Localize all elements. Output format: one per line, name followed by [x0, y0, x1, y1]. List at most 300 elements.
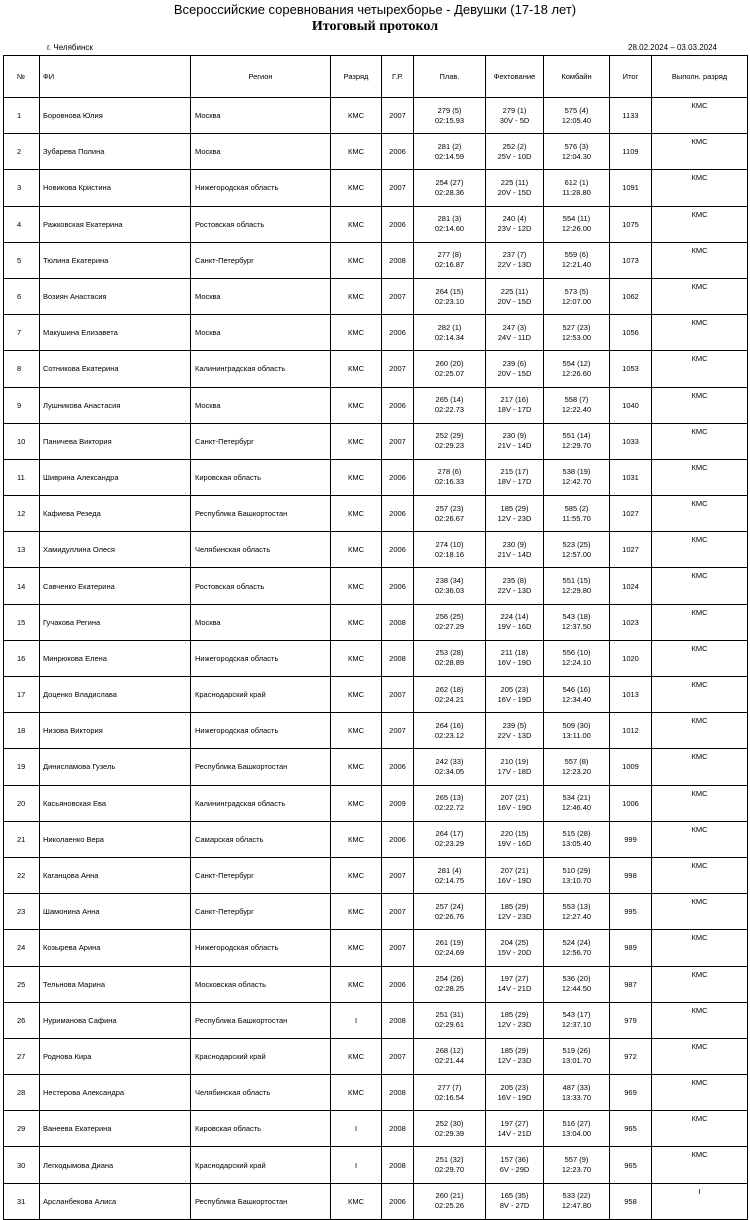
cell-combo-detail: 12:26.60 — [561, 368, 592, 378]
cell-fence-detail: 20V - 15D — [497, 296, 532, 306]
cell-region: Самарская область — [191, 821, 331, 857]
cell-combo-points: 551 (14) — [562, 431, 591, 441]
cell-num: 19 — [4, 749, 40, 785]
cell-combo-points: 516 (27) — [562, 1118, 591, 1128]
cell-done: КМС — [652, 423, 748, 459]
cell-fence-points: 247 (3) — [502, 322, 527, 332]
cell-swim-detail: 02:26.76 — [434, 911, 465, 921]
cell-name: Динисламова Гузель — [40, 749, 191, 785]
cell-swim — [414, 315, 486, 351]
cell-done: КМС — [652, 278, 748, 314]
cell-rank: КМС — [331, 930, 382, 966]
cell-fence-points: 220 (15) — [500, 829, 529, 839]
cell-rank: КМС — [331, 459, 382, 495]
document-subtitle: Итоговый протокол — [311, 19, 439, 34]
table-row — [4, 206, 748, 242]
cell-fence-detail: 30V - 5D — [499, 115, 530, 125]
cell-swim — [414, 1075, 486, 1111]
cell-combo-points: 527 (23) — [562, 322, 591, 332]
col-header-done: Выполн. разряд — [652, 56, 748, 98]
col-header-num: № — [4, 56, 40, 98]
table-row — [4, 821, 748, 857]
cell-fence-detail: 6V - 29D — [499, 1165, 530, 1175]
cell-name: Нестерова Александра — [40, 1075, 191, 1111]
cell-swim — [414, 459, 486, 495]
cell-swim-detail: 02:14.34 — [434, 332, 465, 342]
cell-total: 972 — [610, 1038, 652, 1074]
cell-swim — [414, 423, 486, 459]
cell-year: 2006 — [382, 821, 414, 857]
cell-fence-points: 197 (27) — [500, 1118, 529, 1128]
cell-num: 3 — [4, 170, 40, 206]
cell-fence-detail: 16V - 19D — [497, 803, 532, 813]
cell-swim — [414, 640, 486, 676]
cell-combo — [544, 170, 610, 206]
col-header-swim: Плав. — [414, 56, 486, 98]
cell-combo — [544, 640, 610, 676]
cell-num: 6 — [4, 278, 40, 314]
cell-swim-detail: 02:29.70 — [434, 1165, 465, 1175]
cell-swim-points: 252 (29) — [435, 431, 464, 441]
cell-fence-points: 252 (2) — [502, 141, 527, 151]
cell-combo-points: 536 (20) — [562, 974, 591, 984]
table-row — [4, 640, 748, 676]
cell-fence-detail: 25V - 10D — [497, 151, 532, 161]
cell-num: 29 — [4, 1111, 40, 1147]
cell-year: 2006 — [382, 496, 414, 532]
cell-combo-points: 554 (12) — [562, 358, 591, 368]
cell-num: 7 — [4, 315, 40, 351]
cell-fence-points: 224 (14) — [500, 612, 529, 622]
cell-total: 1027 — [610, 532, 652, 568]
cell-region: Кировская область — [191, 1111, 331, 1147]
cell-total: 1023 — [610, 604, 652, 640]
cell-swim — [414, 821, 486, 857]
cell-fence-points: 165 (35) — [500, 1191, 529, 1201]
table-row — [4, 134, 748, 170]
city-label: г. Челябинск — [47, 43, 93, 52]
cell-combo-detail: 13:05.40 — [561, 839, 592, 849]
cell-swim-points: 264 (16) — [435, 720, 464, 730]
cell-combo-points: 558 (7) — [564, 395, 589, 405]
cell-name: Макушина Елизавета — [40, 315, 191, 351]
cell-swim-points: 254 (27) — [435, 177, 464, 187]
cell-name: Низова Виктория — [40, 713, 191, 749]
cell-fence — [486, 677, 544, 713]
cell-done: КМС — [652, 1038, 748, 1074]
cell-combo-points: 551 (15) — [562, 576, 591, 586]
cell-swim — [414, 532, 486, 568]
cell-combo-detail: 12:22.40 — [561, 405, 592, 415]
cell-combo-points: 543 (17) — [562, 1010, 591, 1020]
table-row — [4, 857, 748, 893]
cell-num: 24 — [4, 930, 40, 966]
cell-total: 1013 — [610, 677, 652, 713]
cell-year: 2008 — [382, 242, 414, 278]
cell-rank: КМС — [331, 387, 382, 423]
cell-fence — [486, 930, 544, 966]
cell-combo-detail: 12:29.80 — [561, 586, 592, 596]
cell-swim-points: 254 (26) — [435, 974, 464, 984]
cell-name: Ражковская Екатерина — [40, 206, 191, 242]
cell-swim-detail: 02:26.67 — [434, 513, 465, 523]
cell-combo-detail: 12:47.80 — [561, 1201, 592, 1211]
cell-total: 1020 — [610, 640, 652, 676]
cell-swim — [414, 1002, 486, 1038]
cell-done: КМС — [652, 532, 748, 568]
col-header-combo: Комбайн — [544, 56, 610, 98]
cell-done: КМС — [652, 1002, 748, 1038]
cell-fence — [486, 423, 544, 459]
cell-combo-detail: 13:04.00 — [561, 1128, 592, 1138]
cell-name: Ванеева Екатерина — [40, 1111, 191, 1147]
cell-fence — [486, 532, 544, 568]
cell-fence-detail: 16V - 19D — [497, 694, 532, 704]
cell-fence-detail: 17V - 18D — [497, 766, 532, 776]
cell-swim-points: 252 (30) — [435, 1118, 464, 1128]
cell-year: 2008 — [382, 1111, 414, 1147]
cell-combo-points: 576 (3) — [564, 141, 589, 151]
cell-fence-detail: 20V - 15D — [497, 368, 532, 378]
col-header-fence: Фехтование — [486, 56, 544, 98]
cell-swim-detail: 02:22.72 — [434, 803, 465, 813]
cell-swim-points: 253 (28) — [435, 648, 464, 658]
cell-combo — [544, 532, 610, 568]
cell-fence-detail: 12V - 23D — [497, 911, 532, 921]
cell-region: Москва — [191, 387, 331, 423]
cell-fence-points: 279 (1) — [502, 105, 527, 115]
cell-combo-detail: 11:28.80 — [562, 187, 591, 197]
cell-done: КМС — [652, 351, 748, 387]
cell-done: КМС — [652, 966, 748, 1002]
cell-swim-detail: 02:23.29 — [434, 839, 465, 849]
cell-year: 2006 — [382, 1183, 414, 1219]
cell-num: 1 — [4, 98, 40, 134]
cell-swim-detail: 02:23.10 — [434, 296, 465, 306]
cell-fence-detail: 21V - 14D — [497, 549, 532, 559]
cell-combo-detail: 12:04.30 — [561, 151, 592, 161]
cell-name: Зубарева Полина — [40, 134, 191, 170]
cell-combo-points: 534 (21) — [562, 793, 591, 803]
cell-combo-points: 538 (19) — [562, 467, 591, 477]
cell-region: Краснодарский край — [191, 677, 331, 713]
cell-fence-points: 210 (19) — [500, 756, 529, 766]
cell-combo-points: 487 (33) — [562, 1082, 591, 1092]
cell-swim-points: 251 (31) — [435, 1010, 464, 1020]
cell-fence-points: 204 (25) — [500, 937, 529, 947]
table-row — [4, 1147, 748, 1183]
cell-done: КМС — [652, 749, 748, 785]
cell-combo-points: 546 (16) — [562, 684, 591, 694]
cell-total: 989 — [610, 930, 652, 966]
cell-combo-detail: 12:23.70 — [561, 1165, 592, 1175]
cell-fence — [486, 604, 544, 640]
cell-rank: КМС — [331, 242, 382, 278]
cell-done: КМС — [652, 459, 748, 495]
cell-region: Нижегородская область — [191, 713, 331, 749]
cell-name: Каганцова Анна — [40, 857, 191, 893]
cell-swim-points: 278 (6) — [437, 467, 462, 477]
cell-name: Роднова Кира — [40, 1038, 191, 1074]
cell-swim-points: 277 (7) — [437, 1082, 462, 1092]
cell-combo — [544, 1075, 610, 1111]
cell-name: Паничева Виктория — [40, 423, 191, 459]
cell-year: 2007 — [382, 98, 414, 134]
cell-swim-detail: 02:24.69 — [434, 947, 465, 957]
cell-combo — [544, 568, 610, 604]
cell-swim-detail: 02:15.93 — [434, 115, 465, 125]
cell-num: 31 — [4, 1183, 40, 1219]
cell-rank: I — [331, 1002, 382, 1038]
cell-total: 1053 — [610, 351, 652, 387]
cell-region: Санкт-Петербург — [191, 242, 331, 278]
cell-region: Нижегородская область — [191, 930, 331, 966]
cell-rank: КМС — [331, 821, 382, 857]
cell-combo — [544, 459, 610, 495]
cell-combo — [544, 821, 610, 857]
cell-fence — [486, 242, 544, 278]
cell-region: Нижегородская область — [191, 640, 331, 676]
cell-combo-detail: 12:24.10 — [561, 658, 592, 668]
cell-rank: КМС — [331, 496, 382, 532]
cell-year: 2006 — [382, 749, 414, 785]
cell-combo-points: 559 (6) — [564, 250, 589, 260]
cell-region: Кировская область — [191, 459, 331, 495]
cell-name: Николаенко Вера — [40, 821, 191, 857]
cell-combo — [544, 387, 610, 423]
cell-region: Республика Башкортостан — [191, 1002, 331, 1038]
cell-combo-points: 557 (9) — [564, 1155, 589, 1165]
cell-name: Легкодымова Диана — [40, 1147, 191, 1183]
cell-swim-points: 265 (14) — [435, 395, 464, 405]
cell-region: Калининградская область — [191, 785, 331, 821]
cell-num: 14 — [4, 568, 40, 604]
cell-total: 998 — [610, 857, 652, 893]
cell-year: 2006 — [382, 532, 414, 568]
cell-done: КМС — [652, 170, 748, 206]
cell-swim-detail: 02:14.60 — [434, 224, 465, 234]
cell-fence-detail: 12V - 23D — [497, 513, 532, 523]
cell-fence-points: 205 (23) — [500, 684, 529, 694]
cell-combo-detail: 13:01.70 — [561, 1056, 592, 1066]
cell-fence-points: 207 (21) — [500, 793, 529, 803]
cell-fence — [486, 98, 544, 134]
cell-fence-detail: 12V - 23D — [497, 1020, 532, 1030]
cell-combo-detail: 12:26.00 — [561, 224, 592, 234]
cell-fence-points: 239 (6) — [502, 358, 527, 368]
cell-done: КМС — [652, 315, 748, 351]
cell-rank: КМС — [331, 134, 382, 170]
cell-fence-points: 207 (21) — [500, 865, 529, 875]
cell-combo-points: 543 (18) — [562, 612, 591, 622]
cell-combo-detail: 12:27.40 — [561, 911, 592, 921]
cell-combo-points: 519 (26) — [562, 1046, 591, 1056]
cell-fence-detail: 20V - 15D — [497, 187, 532, 197]
cell-swim-points: 260 (20) — [435, 358, 464, 368]
cell-combo-detail: 12:56.70 — [561, 947, 592, 957]
cell-combo-points: 556 (10) — [562, 648, 591, 658]
cell-fence-points: 185 (29) — [500, 1046, 529, 1056]
cell-year: 2008 — [382, 1075, 414, 1111]
cell-fence — [486, 1002, 544, 1038]
cell-total: 1027 — [610, 496, 652, 532]
cell-rank: КМС — [331, 98, 382, 134]
cell-fence — [486, 640, 544, 676]
cell-combo — [544, 351, 610, 387]
cell-region: Санкт-Петербург — [191, 894, 331, 930]
cell-combo — [544, 496, 610, 532]
cell-swim-detail: 02:23.12 — [434, 730, 465, 740]
cell-total: 1012 — [610, 713, 652, 749]
cell-name: Арсланбекова Алиса — [40, 1183, 191, 1219]
cell-combo — [544, 315, 610, 351]
cell-swim-points: 264 (15) — [435, 286, 464, 296]
cell-combo-points: 524 (24) — [562, 937, 591, 947]
document-title: Всероссийские соревнования четырехборье - Девушки (17-18 лет) — [173, 2, 577, 17]
cell-swim-points: 281 (2) — [437, 141, 462, 151]
cell-fence — [486, 134, 544, 170]
cell-total: 987 — [610, 966, 652, 1002]
cell-swim-detail: 02:18.16 — [434, 549, 465, 559]
cell-fence-detail: 18V - 17D — [497, 405, 532, 415]
cell-combo — [544, 604, 610, 640]
cell-num: 15 — [4, 604, 40, 640]
cell-fence — [486, 1147, 544, 1183]
cell-name: Кафиева Резеда — [40, 496, 191, 532]
cell-fence-points: 235 (8) — [502, 576, 527, 586]
cell-num: 27 — [4, 1038, 40, 1074]
cell-rank: КМС — [331, 640, 382, 676]
cell-total: 1056 — [610, 315, 652, 351]
cell-done: КМС — [652, 206, 748, 242]
cell-region: Калининградская область — [191, 351, 331, 387]
cell-combo-detail: 13:33.70 — [561, 1092, 592, 1102]
cell-total: 1091 — [610, 170, 652, 206]
cell-year: 2007 — [382, 857, 414, 893]
table-row — [4, 894, 748, 930]
cell-swim-points: 282 (1) — [437, 322, 462, 332]
table-row — [4, 423, 748, 459]
cell-name: Минрюкова Елена — [40, 640, 191, 676]
cell-year: 2007 — [382, 894, 414, 930]
cell-fence-points: 239 (5) — [502, 720, 527, 730]
cell-combo-detail: 12:57.00 — [561, 549, 592, 559]
cell-fence — [486, 1111, 544, 1147]
cell-swim-detail: 02:29.39 — [434, 1128, 465, 1138]
cell-swim-detail: 02:28.89 — [434, 658, 465, 668]
table-row — [4, 242, 748, 278]
cell-rank: КМС — [331, 1038, 382, 1074]
cell-swim — [414, 857, 486, 893]
cell-total: 1133 — [610, 98, 652, 134]
cell-fence-detail: 22V - 13D — [497, 730, 532, 740]
cell-swim-detail: 02:22.73 — [434, 405, 465, 415]
cell-year: 2008 — [382, 1002, 414, 1038]
cell-combo — [544, 1147, 610, 1183]
cell-fence-points: 225 (11) — [500, 286, 529, 296]
table-row — [4, 459, 748, 495]
cell-rank: КМС — [331, 677, 382, 713]
cell-year: 2007 — [382, 713, 414, 749]
cell-year: 2007 — [382, 351, 414, 387]
table-row — [4, 966, 748, 1002]
cell-rank: КМС — [331, 206, 382, 242]
cell-fence-detail: 24V - 11D — [497, 332, 532, 342]
cell-region: Челябинская область — [191, 532, 331, 568]
cell-combo-points: 575 (4) — [564, 105, 589, 115]
cell-done: КМС — [652, 568, 748, 604]
cell-done: I — [652, 1183, 748, 1219]
cell-swim — [414, 677, 486, 713]
cell-num: 28 — [4, 1075, 40, 1111]
cell-year: 2007 — [382, 278, 414, 314]
cell-swim-points: 264 (17) — [435, 829, 464, 839]
cell-fence — [486, 459, 544, 495]
cell-rank: КМС — [331, 315, 382, 351]
cell-region: Челябинская область — [191, 1075, 331, 1111]
cell-fence-points: 211 (18) — [500, 648, 529, 658]
cell-done: КМС — [652, 134, 748, 170]
cell-swim — [414, 98, 486, 134]
cell-region: Санкт-Петербург — [191, 857, 331, 893]
cell-swim-detail: 02:29.23 — [434, 441, 465, 451]
cell-fence — [486, 821, 544, 857]
cell-rank: КМС — [331, 966, 382, 1002]
cell-fence-points: 185 (29) — [500, 901, 529, 911]
cell-fence-detail: 21V - 14D — [497, 441, 532, 451]
cell-fence-points: 240 (4) — [502, 214, 527, 224]
cell-combo-points: 573 (5) — [564, 286, 589, 296]
cell-fence — [486, 966, 544, 1002]
table-row — [4, 1183, 748, 1219]
cell-year: 2006 — [382, 966, 414, 1002]
cell-rank: КМС — [331, 894, 382, 930]
cell-swim — [414, 387, 486, 423]
cell-swim-detail: 02:28.36 — [434, 187, 465, 197]
cell-name: Нуриманова Сафина — [40, 1002, 191, 1038]
cell-fence-detail: 16V - 19D — [497, 1092, 532, 1102]
cell-year: 2008 — [382, 1147, 414, 1183]
cell-fence — [486, 894, 544, 930]
table-row — [4, 604, 748, 640]
cell-combo-points: 533 (22) — [562, 1191, 591, 1201]
cell-rank: КМС — [331, 749, 382, 785]
cell-rank: КМС — [331, 532, 382, 568]
cell-done: КМС — [652, 1147, 748, 1183]
cell-combo-detail: 12:42.70 — [561, 477, 592, 487]
cell-done: КМС — [652, 857, 748, 893]
cell-fence — [486, 206, 544, 242]
cell-total: 979 — [610, 1002, 652, 1038]
cell-year: 2006 — [382, 568, 414, 604]
cell-swim-points: 279 (5) — [437, 105, 462, 115]
cell-done: КМС — [652, 821, 748, 857]
table-row — [4, 1038, 748, 1074]
cell-num: 4 — [4, 206, 40, 242]
cell-fence-points: 205 (23) — [500, 1082, 529, 1092]
cell-combo — [544, 1038, 610, 1074]
cell-combo — [544, 423, 610, 459]
cell-num: 16 — [4, 640, 40, 676]
cell-swim-points: 274 (10) — [435, 539, 464, 549]
cell-swim-points: 265 (13) — [435, 793, 464, 803]
cell-combo-detail: 13:10.70 — [561, 875, 592, 885]
cell-fence-detail: 8V - 27D — [499, 1201, 530, 1211]
cell-num: 21 — [4, 821, 40, 857]
table-row — [4, 387, 748, 423]
table-row — [4, 351, 748, 387]
cell-year: 2006 — [382, 387, 414, 423]
